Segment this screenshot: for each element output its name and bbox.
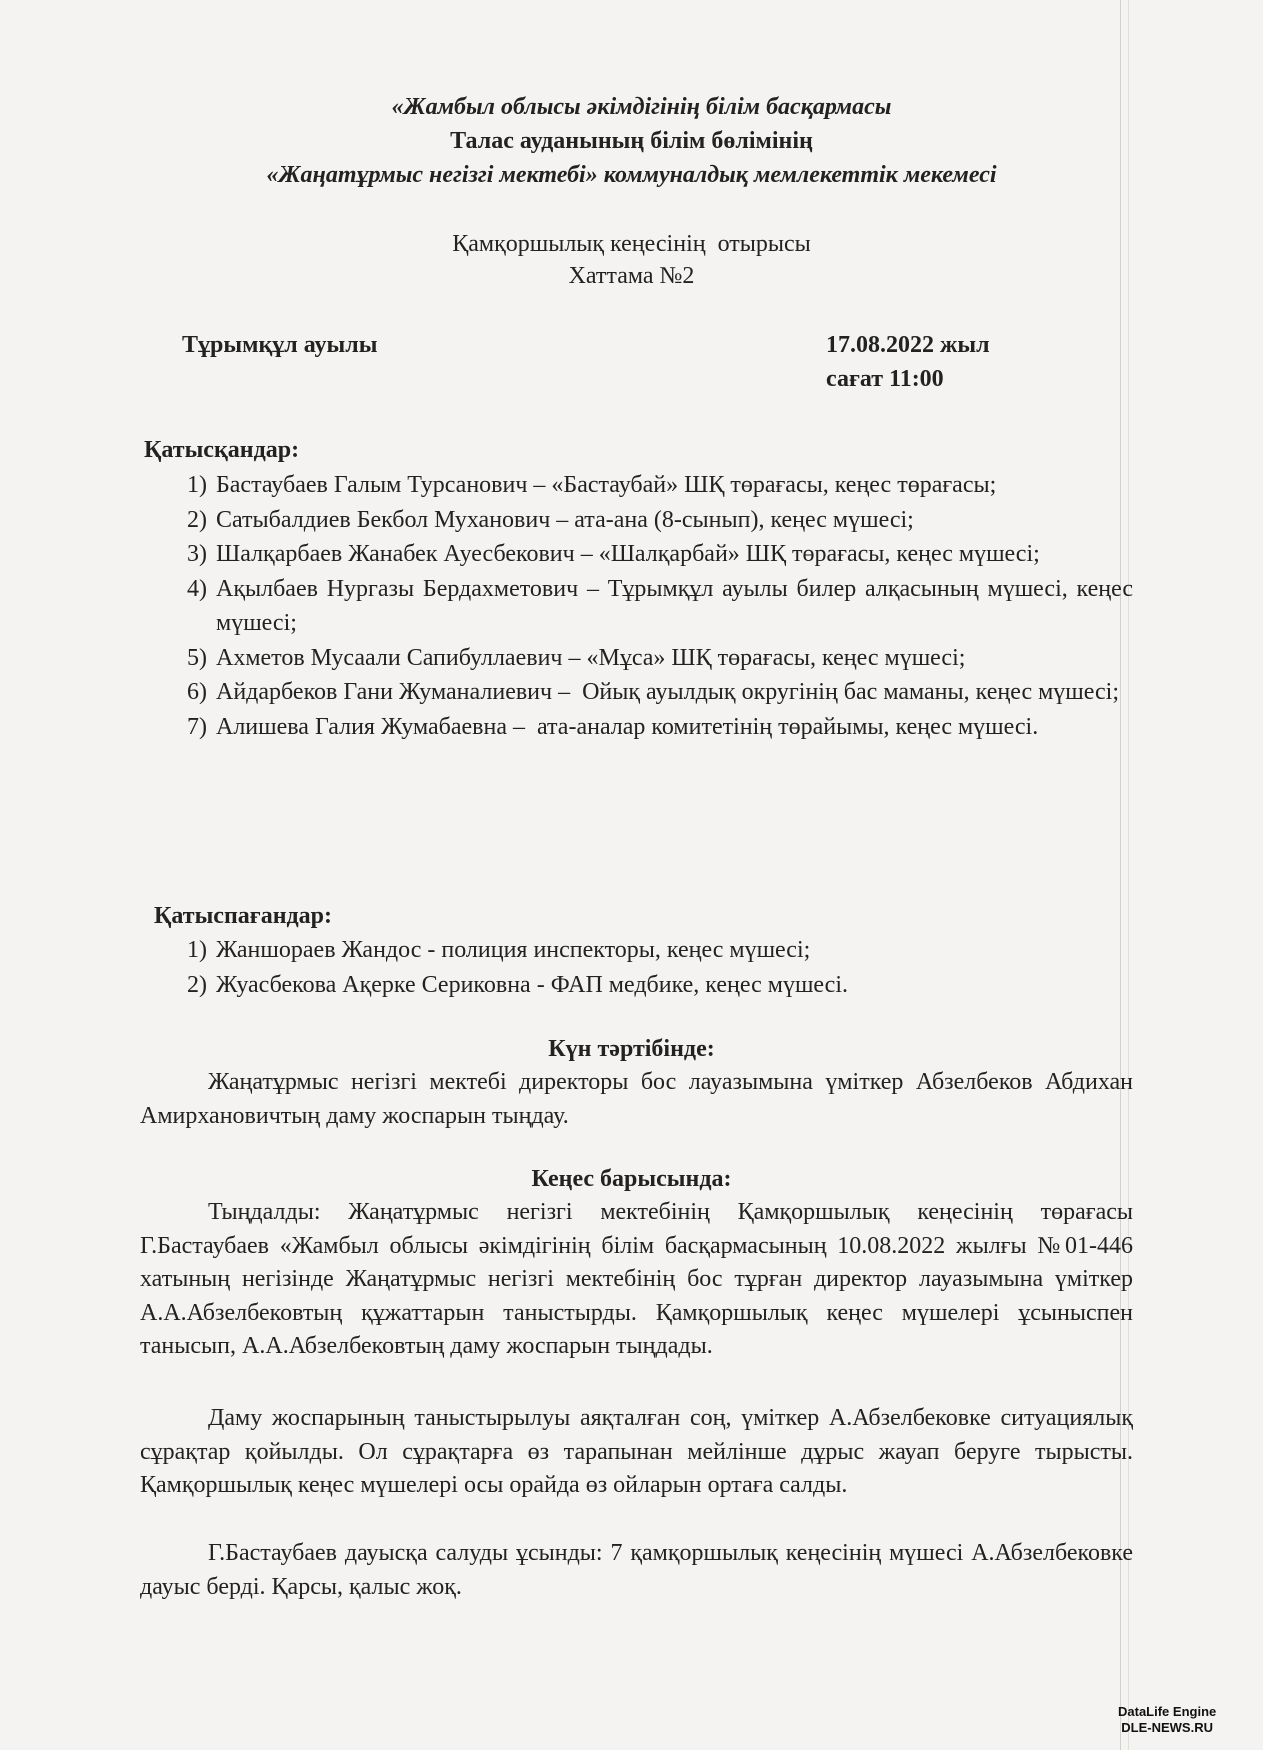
meeting-title-block bbox=[0, 228, 1263, 292]
present-heading: Қатысқандар: bbox=[144, 437, 300, 463]
absent-list bbox=[165, 933, 1133, 1002]
watermark: DataLife Engine DLE-NEWS.RU bbox=[1118, 1704, 1217, 1735]
list-item: 3) Шалқарбаев Жанабек Ауесбекович – «Шалқарбай» ШҚ төрағасы, кеңес мүшесі; bbox=[187, 541, 1040, 567]
meeting-date: 17.08.2022 жыл bbox=[826, 332, 990, 358]
proceedings-paragraph: Даму жоспарының таныстырылуы аяқталған соң, үміткер А.Абзелбековке ситуациялық сұрақтар қойылды. Ол сұрақтарға өз тарапынан мейлінше дұрыс жауап беруге тырысты. Қамқоршылық кеңес мүшелері осы орайда өз ойларын ортаға салды. bbox=[140, 1405, 1133, 1498]
header-line-1: «Жамбыл облысы әкімдігінің білім басқармасы bbox=[391, 94, 892, 120]
header-line-2: Талас ауданының білім бөлімінің bbox=[450, 128, 813, 154]
list-item: 6) Айдарбеков Гани Жуманалиевич – Ойық ауылдық округінің бас маманы, кеңес мүшесі; bbox=[187, 679, 1119, 705]
list-item: 2) Жуасбекова Ақерке Сериковна - ФАП медбике, кеңес мүшесі. bbox=[187, 971, 849, 998]
present-list bbox=[165, 468, 1133, 744]
proceedings-heading: Кеңес барысында: bbox=[531, 1166, 732, 1192]
agenda-text: Жаңатұрмыс негізгі мектебі директоры бос лауазымына үміткер Абзелбеков Абдихан Амирхановичтың даму жоспарын тыңдау. bbox=[140, 1069, 1133, 1129]
list-item: 4) Ақылбаев Нургазы Бердахметович – Тұрымқұл ауылы билер алқасының мүшесі, кеңес мүшесі; bbox=[187, 575, 1133, 636]
list-item: 1) Жаншораев Жандос - полиция инспекторы, кеңес мүшесі; bbox=[187, 937, 811, 963]
proceedings-paragraph: Тыңдалды: Жаңатұрмыс негізгі мектебінің Қамқоршылық кеңесінің төрағасы Г.Бастаубаев «Жамбыл облысы әкімдігінің білім басқармасының 10.08.2022 жылғы №01-446 хатының негізінде Жаңатұрмыс негізгі мектебінің бос тұрған директор лауазымына үміткер А.А.Абзелбековтың құжаттарын таныстырды. Қамқоршылық кеңес мүшелері ұсыныспен танысып, А.А.Абзелбековтың даму жоспарын тыңдады. bbox=[140, 1199, 1133, 1359]
list-item: 5) Ахметов Мусаали Сапибуллаевич – «Мұса» ШҚ төрағасы, кеңес мүшесі; bbox=[187, 644, 966, 671]
agenda-heading: Күн тәртібінде: bbox=[548, 1036, 715, 1062]
absent-heading: Қатыспағандар: bbox=[154, 903, 332, 929]
meeting-time: сағат 11:00 bbox=[826, 366, 944, 392]
date-time-block bbox=[826, 328, 990, 396]
document-header bbox=[0, 90, 1263, 192]
meeting-title: Қамқоршылық кеңесінің отырысы bbox=[452, 231, 811, 257]
header-line-3: «Жаңатұрмыс негізгі мектебі» коммуналдық мемлекеттік мекемесі bbox=[266, 162, 997, 188]
list-item: 1) Бастаубаев Галым Турсанович – «Бастаубай» ШҚ төрағасы, кеңес төрағасы; bbox=[187, 472, 997, 498]
list-item: 7) Алишева Галия Жумабаевна – ата-аналар комитетінің төрайымы, кеңес мүшесі. bbox=[187, 713, 1039, 740]
proceedings-paragraph: Г.Бастаубаев дауысқа салуды ұсынды: 7 қамқоршылық кеңесінің мүшесі А.Абзелбековке дауыс берді. Қарсы, қалыс жоқ. bbox=[140, 1540, 1133, 1600]
protocol-number: Хаттама №2 bbox=[568, 263, 695, 289]
place: Тұрымқұл ауылы bbox=[182, 332, 378, 358]
list-item: 2) Сатыбалдиев Бекбол Муханович – ата-ана (8-сынып), кеңес мүшесі; bbox=[187, 506, 914, 533]
